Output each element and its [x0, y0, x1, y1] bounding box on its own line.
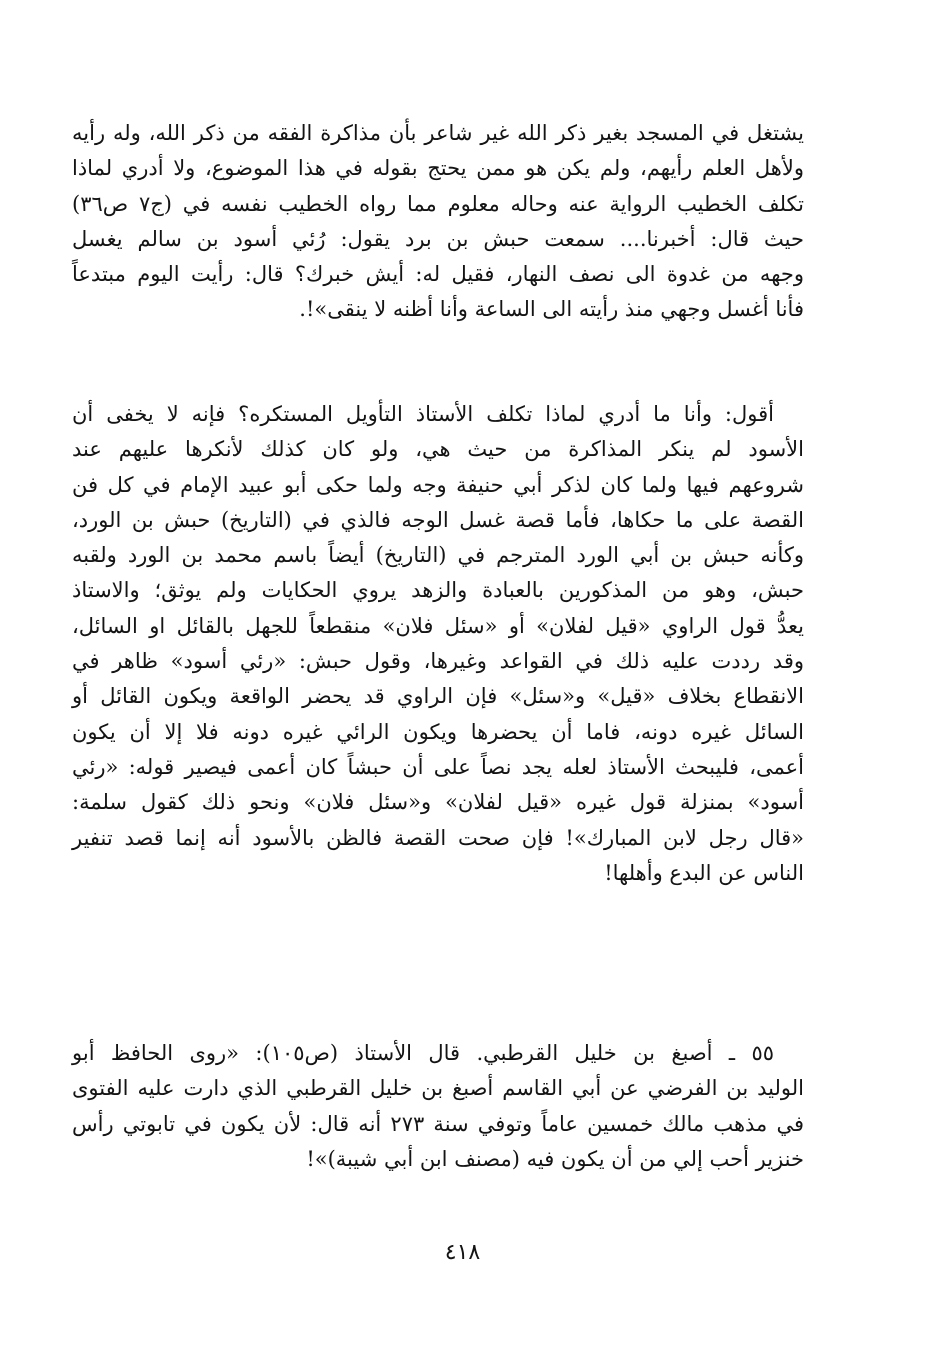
text-line: أعمى، فليبحث الأستاذ لعله يجد نصاً على أن حبشاً كان أعمى فيصير قوله: «رئي — [72, 754, 804, 779]
text-line: أقول: وأنا ما أدري لماذا تكلف الأستاذ التأويل المستكره؟ فإنه لا يخفى أن — [72, 402, 774, 426]
text-line: فأنا أغسل وجهي منذ رأيته الى الساعة وأنا أظنه لا ينقى»!. — [299, 297, 804, 322]
text-line: الناس عن البدع وأهلها! — [604, 860, 804, 885]
text-line: يشتغل في المسجد بغير ذكر الله غير شاعر بأن مذاكرة الفقه من ذكر الله، وله رأيه — [72, 121, 804, 145]
text-line: الوليد بن الفرضي عن أبي القاسم أصبغ بن خليل القرطبي الذي دارت عليه الفتوى — [72, 1076, 804, 1101]
text-line: الانقطاع بخلاف «قيل» و«سئل» فإن الراوي قد يحضر الواقعة ويكون القائل أو — [72, 684, 804, 709]
page-number: ٤١٨ — [444, 1240, 481, 1265]
text-line: شروعهم فيها ولما كان لذكر أبي حنيفة وجه ولما حكى أبو عبيد الإمام في كل فن — [72, 472, 804, 497]
text-line: السائل غيره دونه، فاما أن يحضرها ويكون الرائي غيره دونه فلا إلا أن يكون — [72, 719, 804, 744]
text-line: ولأهل العلم رأيهم، ولم يكن هو ممن يحتج بقوله في هذا الموضوع، ولا أدري لماذا — [72, 156, 804, 181]
text-line: «قال رجل لابن المبارك»! فإن صحت القصة فالظن بالأسود أنه إنما قصد تنفير — [72, 825, 804, 850]
paragraph-1 — [72, 116, 804, 328]
text-line: وجهه من غدوة الى نصف النهار، فقيل له: أيش خبرك؟ قال: رأيت اليوم مبتدعاً — [72, 262, 804, 287]
text-line: ٥٥ ـ أصبغ بن خليل القرطبي. قال الأستاذ (ص١٠٥): «روى الحافظ أبو — [72, 1041, 774, 1065]
text-line: حيث قال: أخبرنا.... سمعت حبش بن برد يقول: رُئي أسود بن سالم يغسل — [72, 226, 804, 251]
text-line: تكلف الخطيب الرواية عنه وحاله معلوم مما رواه الخطيب نفسه في (ج٧ ص٣٦) — [72, 191, 804, 216]
text-line: خنزير أحب إلي من أن يكون فيه (مصنف ابن أبي شيبة)»! — [306, 1146, 804, 1171]
text-line: وكأنه حبش بن أبي الورد المترجم في (التاريخ) أيضاً باسم محمد بن الورد ولقبه — [72, 543, 804, 568]
text-line: يعدُّ قول الراوي «قيل لفلان» أو «سئل فلان» منقطعاً للجهل بالقائل او السائل، — [72, 613, 804, 638]
text-line: أسود» بمنزلة قول غيره «قيل لفلان» و«سئل فلان» ونحو ذلك كقول سلمة: — [72, 790, 804, 815]
text-line: وقد رددت عليه ذلك في القواعد وغيرها، وقول حبش: «رئي أسود» ظاهر في — [72, 649, 804, 674]
text-line: الأسود لم ينكر المذاكرة من حيث هي، ولو كان كذلك لأنكرها عليهم عند — [72, 437, 804, 462]
text-line: القصة على ما حكاها، فأما قصة غسل الوجه فالذي في (التاريخ) حبش بن الورد، — [72, 507, 804, 532]
text-line: في مذهب مالك خمسين عاماً وتوفي سنة ٢٧٣ أنه قال: لأن يكون في تابوتي رأس — [72, 1111, 804, 1136]
text-line: حبش، وهو من المذكورين بالعبادة والزهد يروي الحكايات ولم يوثق؛ والاستاذ — [72, 578, 804, 603]
paragraph-2 — [72, 397, 804, 891]
paragraph-3 — [72, 1036, 804, 1177]
